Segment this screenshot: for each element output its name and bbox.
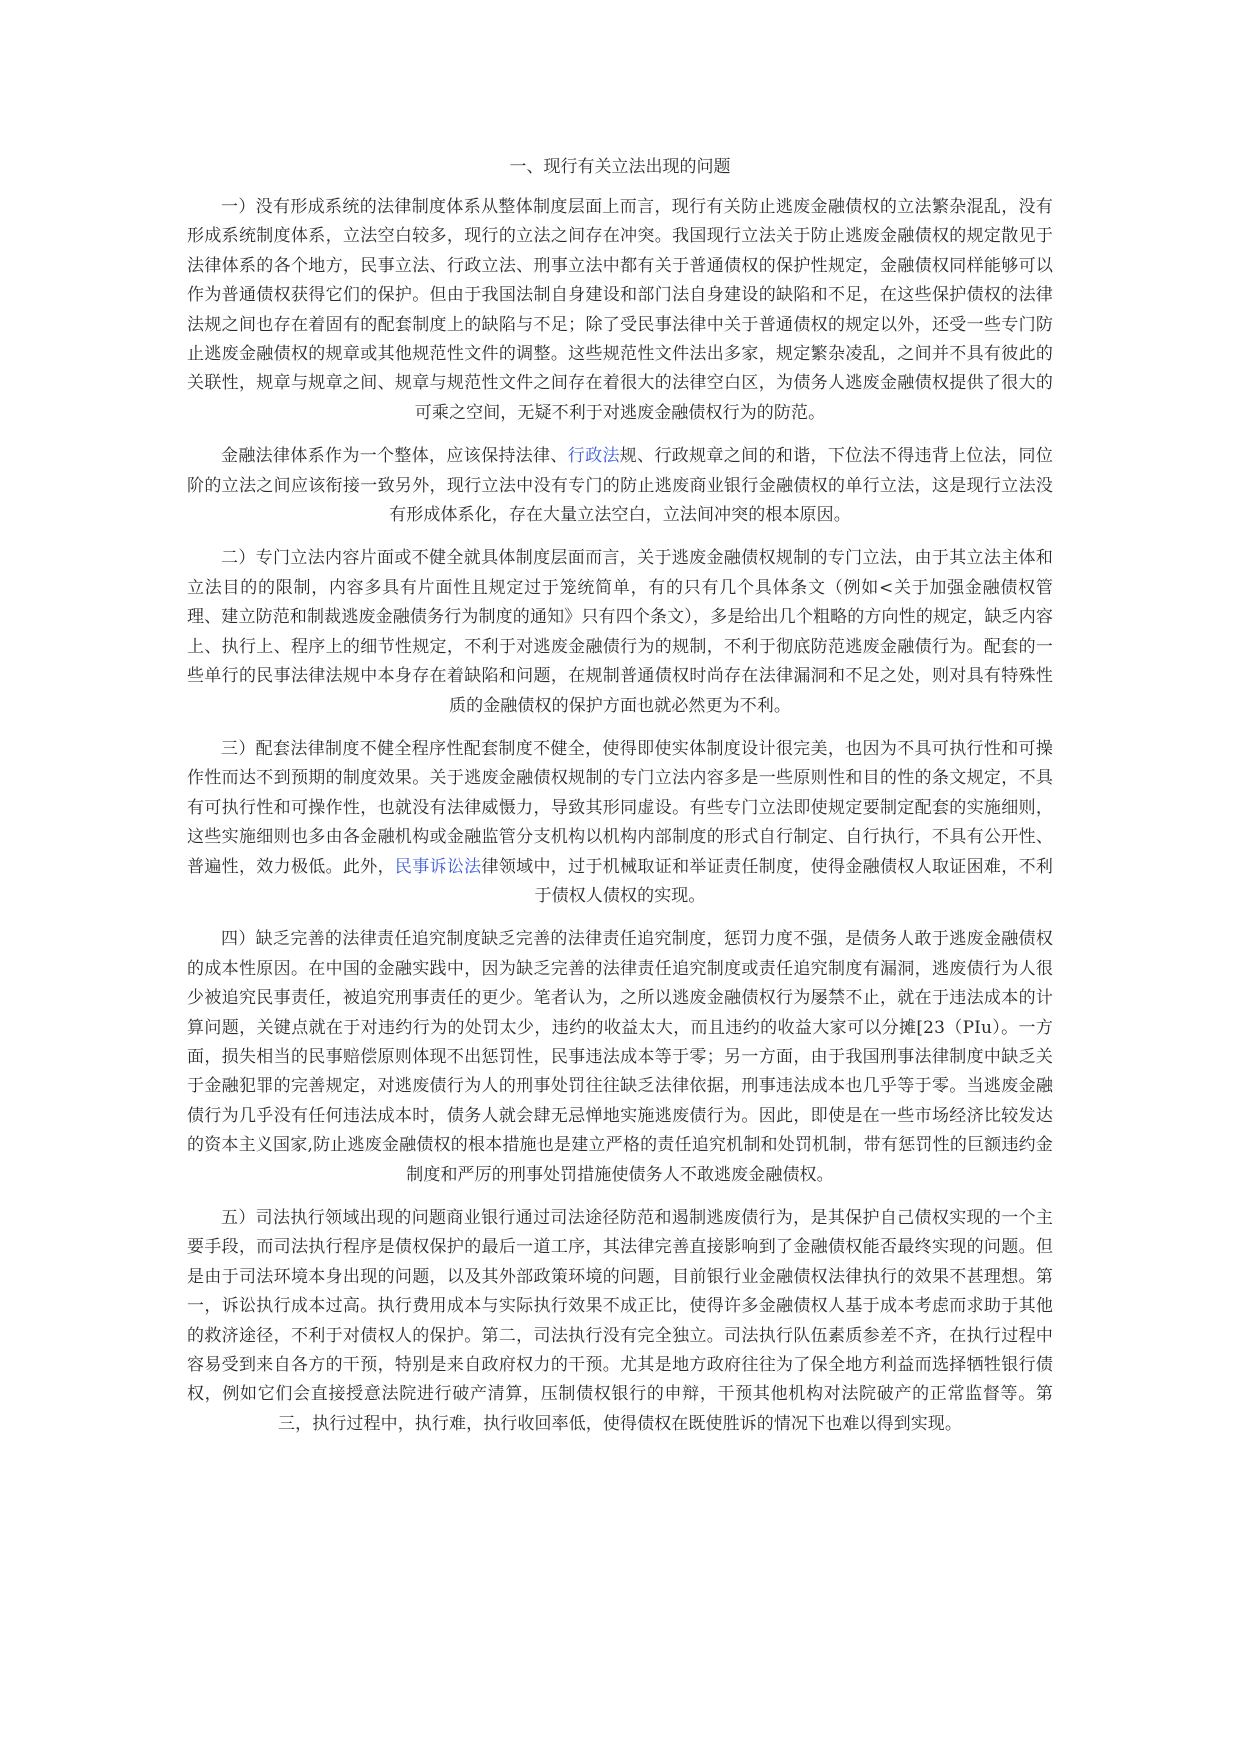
paragraph-6 bbox=[187, 1204, 1053, 1439]
paragraph-1-text: 一）没有形成系统的法律制度体系从整体制度层面上而言，现行有关防止逃废金融债权的立法繁杂混乱，没有形成系统制度体系，立法空白较多，现行的立法之间存在冲突。我国现行立法关于防止逃废金融债权的规定散见于法律体系的各个地方，民事立法、行政立法、刑事立法中都有关于普通债权的保护性规定，金融债权同样能够可以作为普通债权获得它们的保护。但由于我国法制自身建设和部门法自身建设的缺陷和不足，在这些保护债权的法律法规之间也存在着固有的配套制度上的缺陷与不足；除了受民事法律中关于普通债权的规定以外，还受一些专门防止逃废金融债权的规章或其他规范性文件的调整。这些规范性文件法出多家，规定繁杂凌乱，之间并不具有彼此的关联性，规章与规章之间、规章与规范性文件之间存在着很大的法律空白区，为债务人逃废金融债权提供了很大的可乘之空间，无疑不利于对逃废金融债权行为的防范。 bbox=[187, 197, 1053, 423]
paragraph-5 bbox=[187, 925, 1053, 1190]
paragraph-2 bbox=[187, 442, 1053, 530]
link-civil-procedure-law[interactable]: 民事诉讼法 bbox=[394, 856, 482, 877]
paragraph-6-text: 五）司法执行领域出现的问题商业银行通过司法途径防范和遏制逃废债行为，是其保护自己债权实现的一个主要手段，而司法执行程序是债权保护的最后一道工序，其法律完善直接影响到了金融债权能否最终实现的问题。但是由于司法环境本身出现的问题，以及其外部政策环境的问题，目前银行业金融债权法律执行的效果不甚理想。第一，诉讼执行成本过高。执行费用成本与实际执行效果不成正比，使得许多金融债权人基于成本考虑而求助于其他的救济途径，不利于对债权人的保护。第二，司法执行没有完全独立。司法执行队伍素质参差不齐，在执行过程中容易受到来自各方的干预，特别是来自政府权力的干预。尤其是地方政府往往为了保全地方利益而选择牺牲银行债权，例如它们会直接授意法院进行破产清算，压制债权银行的申辩，干预其他机构对法院破产的正常监督等。第三，执行过程中，执行难，执行收回率低，使得债权在既使胜诉的情况下也难以得到实现。 bbox=[187, 1208, 1053, 1434]
document-body bbox=[187, 153, 1053, 1453]
paragraph-5-text: 四）缺乏完善的法律责任追究制度缺乏完善的法律责任追究制度，惩罚力度不强，是债务人敢于逃废金融债权的成本性原因。在中国的金融实践中，因为缺乏完善的法律责任追究制度或责任追究制度有漏洞，逃废债行为人很少被追究民事责任，被追究刑事责任的更少。笔者认为，之所以逃废金融债权行为屡禁不止，就在于违法成本的计算问题，关键点就在于对违约行为的处罚太少，违约的收益太大，而且违约的收益大家可以分摊[23（PIu）。一方面，损失相当的民事赔偿原则体现不出惩罚性，民事违法成本等于零；另一方面，由于我国刑事法律制度中缺乏关于金融犯罪的完善规定，对逃废债行为人的刑事处罚往往缺乏法律依据，刑事违法成本也几乎等于零。当逃废金融债行为几乎没有任何违法成本时，债务人就会肆无忌惮地实施逃废债行为。因此，即使是在一些市场经济比较发达的资本主义国家,防止逃废金融债权的根本措施也是建立严格的责任追究机制和处罚机制，带有惩罚性的巨额违约金制度和严厉的刑事处罚措施使债务人不敢逃废金融债权。 bbox=[187, 929, 1053, 1185]
paragraph-2-text-b: 规、行政规章之间的和谐，下位法不得违背上位法，同位阶的立法之间应该衔接一致另外，现行立法中没有专门的防止逃废商业银行金融债权的单行立法，这是现行立法没有形成体系化，存在大量立法空白，立法间冲突的根本原因。 bbox=[187, 446, 1053, 526]
paragraph-3 bbox=[187, 544, 1053, 720]
paragraph-4-text-a: 三）配套法律制度不健全程序性配套制度不健全，使得即使实体制度设计很完美，也因为不具可执行性和可操作性而达不到预期的制度效果。关于逃废金融债权规制的专门立法内容多是一些原则性和目的性的条文规定，不具有可执行性和可操作性，也就没有法律威慑力，导致其形同虚设。有些专门立法即使规定要制定配套的实施细则，这些实施细则也多由各金融机构或金融监管分支机构以机构内部制度的形式自行制定、自行执行，不具有公开性、普遍性，效力极低。此外， bbox=[187, 738, 1053, 877]
link-administrative-law[interactable]: 行政法 bbox=[567, 446, 620, 467]
paragraph-4 bbox=[187, 735, 1053, 911]
paragraph-1 bbox=[187, 193, 1053, 428]
paragraph-4-text-b: 律领域中，过于机械取证和举证责任制度，使得金融债权人取证困难，不利于债权人债权的实现。 bbox=[481, 856, 1053, 906]
paragraph-2-text-a: 金融法律体系作为一个整体，应该保持法律、 bbox=[221, 446, 568, 467]
document-title: 一、现行有关立法出现的问题 bbox=[509, 157, 731, 177]
paragraph-3-text: 二）专门立法内容片面或不健全就具体制度层面而言，关于逃废金融债权规制的专门立法，由于其立法主体和立法目的的限制，内容多具有片面性且规定过于笼统简单，有的只有几个具体条文（例如<关于加强金融债权管理、建立防范和制裁逃废金融债务行为制度的通知》只有四个条文），多是给出几个粗略的方向性的规定，缺乏内容上、执行上、程序上的细节性规定，不利于对逃废金融债行为的规制，不利于彻底防范逃废金融债行为。配套的一些单行的民事法律法规中本身存在着缺陷和问题，在规制普通债权时尚存在法律漏洞和不足之处，则对具有特殊性质的金融债权的保护方面也就必然更为不利。 bbox=[187, 548, 1053, 716]
